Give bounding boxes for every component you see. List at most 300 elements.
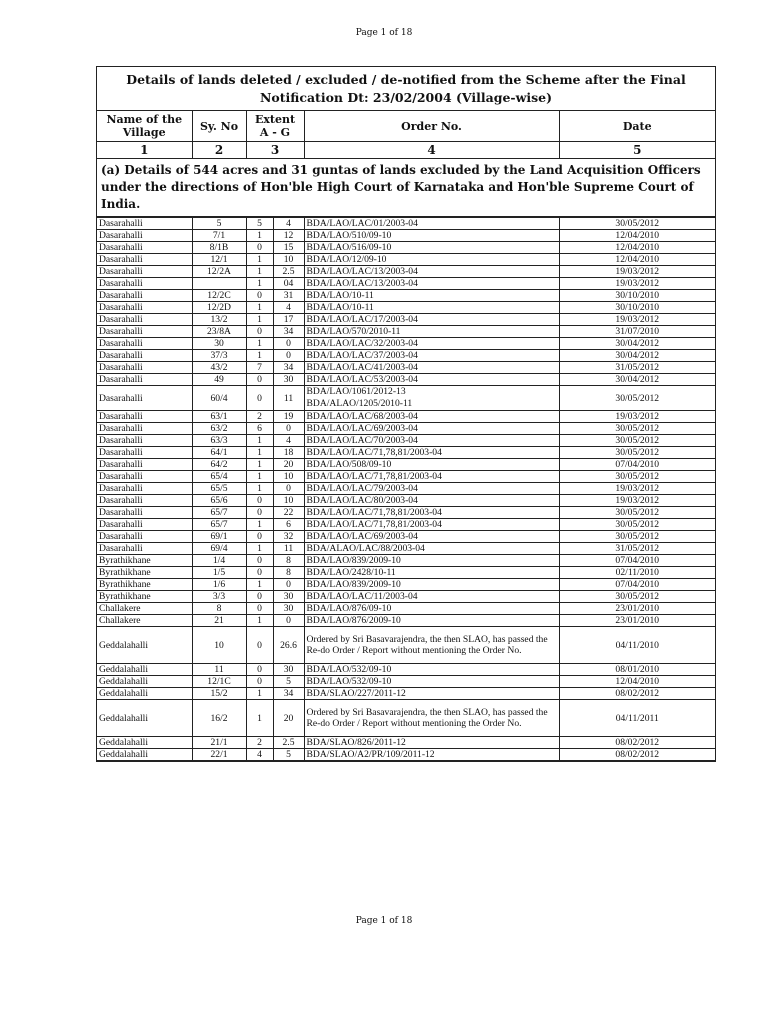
date-cell: 08/02/2012 — [559, 749, 715, 761]
guntas-cell: 15 — [273, 242, 304, 254]
guntas-cell: 8 — [273, 567, 304, 579]
order-cell: BDA/LAO/532/09-10 — [304, 664, 559, 676]
date-cell: 30/04/2012 — [559, 338, 715, 350]
syno-cell: 60/4 — [192, 386, 246, 411]
order-line: BDA/ALAO/1205/2010-11 — [306, 398, 413, 409]
guntas-cell: 0 — [273, 615, 304, 627]
date-cell: 19/03/2012 — [559, 483, 715, 495]
guntas-cell: 12 — [273, 230, 304, 242]
syno-cell — [192, 278, 246, 290]
guntas-cell: 30 — [273, 664, 304, 676]
syno-cell: 12/1C — [192, 676, 246, 688]
date-cell: 23/01/2010 — [559, 615, 715, 627]
guntas-cell: 20 — [273, 459, 304, 471]
acres-cell: 7 — [246, 362, 273, 374]
date-cell: 07/04/2010 — [559, 459, 715, 471]
syno-cell: 12/1 — [192, 254, 246, 266]
acres-cell: 0 — [246, 531, 273, 543]
date-cell: 19/03/2012 — [559, 495, 715, 507]
acres-cell: 0 — [246, 627, 273, 664]
acres-cell: 0 — [246, 555, 273, 567]
order-cell: BDA/LAO/839/2009-10 — [304, 579, 559, 591]
table-row — [97, 447, 715, 459]
syno-cell: 64/1 — [192, 447, 246, 459]
order-cell: BDA/LAO/LAC/37/2003-04 — [304, 350, 559, 362]
header-table — [97, 111, 715, 217]
syno-cell: 63/2 — [192, 423, 246, 435]
syno-cell: 69/4 — [192, 543, 246, 555]
guntas-cell: 2.5 — [273, 266, 304, 278]
village-cell: Geddalahalli — [97, 700, 192, 737]
syno-cell: 65/5 — [192, 483, 246, 495]
syno-cell: 43/2 — [192, 362, 246, 374]
syno-cell: 21 — [192, 615, 246, 627]
acres-cell: 2 — [246, 411, 273, 423]
acres-cell: 1 — [246, 338, 273, 350]
village-cell: Dasarahalli — [97, 411, 192, 423]
guntas-cell: 34 — [273, 688, 304, 700]
acres-cell: 0 — [246, 290, 273, 302]
acres-cell: 1 — [246, 435, 273, 447]
table-row — [97, 471, 715, 483]
extent-label: Extent — [254, 113, 296, 126]
acres-cell: 6 — [246, 423, 273, 435]
order-cell: BDA/LAO/10-11 — [304, 290, 559, 302]
table-row — [97, 386, 715, 411]
acres-cell: 1 — [246, 700, 273, 737]
acres-cell: 0 — [246, 603, 273, 615]
order-cell: BDA/LAO/LAC/68/2003-04 — [304, 411, 559, 423]
table-row — [97, 423, 715, 435]
table-row — [97, 242, 715, 254]
guntas-cell: 10 — [273, 254, 304, 266]
acres-cell: 0 — [246, 386, 273, 411]
syno-cell: 64/2 — [192, 459, 246, 471]
syno-cell: 16/2 — [192, 700, 246, 737]
guntas-cell: 32 — [273, 531, 304, 543]
table-row — [97, 218, 715, 230]
date-cell: 30/05/2012 — [559, 519, 715, 531]
village-cell: Dasarahalli — [97, 230, 192, 242]
page-number-top: Page 1 of 18 — [355, 28, 413, 38]
order-cell: Ordered by Sri Basavarajendra, the then SLAO, has passed the Re-do Order / Report without mentioning the Order No. — [304, 700, 559, 737]
order-cell: BDA/LAO/510/09-10 — [304, 230, 559, 242]
date-cell: 19/03/2012 — [559, 314, 715, 326]
village-cell: Dasarahalli — [97, 302, 192, 314]
table-row — [97, 350, 715, 362]
acres-cell: 0 — [246, 676, 273, 688]
syno-cell: 65/4 — [192, 471, 246, 483]
acres-cell: 1 — [246, 350, 273, 362]
date-cell: 07/04/2010 — [559, 555, 715, 567]
syno-cell: 12/2C — [192, 290, 246, 302]
table-row — [97, 266, 715, 278]
order-cell: BDA/LAO/508/09-10 — [304, 459, 559, 471]
guntas-cell: 5 — [273, 676, 304, 688]
table-row — [97, 483, 715, 495]
village-cell: Geddalahalli — [97, 737, 192, 749]
guntas-cell: 8 — [273, 555, 304, 567]
guntas-cell: 30 — [273, 374, 304, 386]
acres-cell: 1 — [246, 688, 273, 700]
guntas-cell: 31 — [273, 290, 304, 302]
village-cell: Dasarahalli — [97, 278, 192, 290]
syno-cell: 11 — [192, 664, 246, 676]
table-row — [97, 700, 715, 737]
order-cell: BDA/LAO/2428/10-11 — [304, 567, 559, 579]
syno-cell: 65/6 — [192, 495, 246, 507]
village-cell: Dasarahalli — [97, 543, 192, 555]
guntas-cell: 4 — [273, 218, 304, 230]
village-cell: Dasarahalli — [97, 314, 192, 326]
village-cell: Dasarahalli — [97, 447, 192, 459]
date-cell: 19/03/2012 — [559, 278, 715, 290]
guntas-cell: 11 — [273, 386, 304, 411]
date-cell: 31/05/2012 — [559, 543, 715, 555]
guntas-cell: 19 — [273, 411, 304, 423]
syno-cell: 65/7 — [192, 519, 246, 531]
order-cell: BDA/LAO/LAC/69/2003-04 — [304, 423, 559, 435]
village-cell: Dasarahalli — [97, 254, 192, 266]
table-row — [97, 278, 715, 290]
order-cell: BDA/LAO/LAC/70/2003-04 — [304, 435, 559, 447]
table-row — [97, 579, 715, 591]
date-cell: 08/01/2010 — [559, 664, 715, 676]
acres-cell: 1 — [246, 519, 273, 531]
village-cell: Dasarahalli — [97, 483, 192, 495]
village-cell: Byrathikhane — [97, 555, 192, 567]
table-row — [97, 290, 715, 302]
order-cell: BDA/LAO/LAC/01/2003-04 — [304, 218, 559, 230]
village-cell: Dasarahalli — [97, 290, 192, 302]
lands-table — [97, 217, 715, 761]
order-cell: BDA/LAO/LAC/71,78,81/2003-04 — [304, 447, 559, 459]
guntas-cell: 0 — [273, 483, 304, 495]
village-cell: Geddalahalli — [97, 676, 192, 688]
date-cell: 30/05/2012 — [559, 591, 715, 603]
table-row — [97, 531, 715, 543]
syno-cell: 63/1 — [192, 411, 246, 423]
order-cell: BDA/LAO/876/2009-10 — [304, 615, 559, 627]
date-cell: 30/05/2012 — [559, 507, 715, 519]
village-cell: Dasarahalli — [97, 374, 192, 386]
village-column-header: Name of the Village — [97, 111, 192, 142]
date-cell: 30/05/2012 — [559, 471, 715, 483]
guntas-cell: 34 — [273, 362, 304, 374]
village-cell: Geddalahalli — [97, 688, 192, 700]
guntas-cell: 4 — [273, 435, 304, 447]
table-row — [97, 326, 715, 338]
date-cell: 30/05/2012 — [559, 386, 715, 411]
order-cell: Ordered by Sri Basavarajendra, the then SLAO, has passed the Re-do Order / Report without mentioning the Order No. — [304, 627, 559, 664]
order-cell: BDA/LAO/LAC/71,78,81/2003-04 — [304, 519, 559, 531]
table-row — [97, 435, 715, 447]
date-cell: 02/11/2010 — [559, 567, 715, 579]
table-row — [97, 627, 715, 664]
date-cell: 12/04/2010 — [559, 230, 715, 242]
order-cell: BDA/SLAO/826/2011-12 — [304, 737, 559, 749]
order-cell — [304, 386, 559, 411]
village-cell: Dasarahalli — [97, 386, 192, 411]
order-cell: BDA/LAO/LAC/69/2003-04 — [304, 531, 559, 543]
village-cell: Challakere — [97, 615, 192, 627]
date-cell: 19/03/2012 — [559, 266, 715, 278]
date-cell: 12/04/2010 — [559, 242, 715, 254]
table-row — [97, 749, 715, 761]
date-cell: 30/04/2012 — [559, 350, 715, 362]
syno-cell: 1/6 — [192, 579, 246, 591]
date-cell: 30/05/2012 — [559, 447, 715, 459]
syno-cell: 10 — [192, 627, 246, 664]
date-cell: 23/01/2010 — [559, 603, 715, 615]
syno-cell: 1/4 — [192, 555, 246, 567]
acres-cell: 1 — [246, 314, 273, 326]
table-row — [97, 362, 715, 374]
syno-cell: 3/3 — [192, 591, 246, 603]
acres-cell: 1 — [246, 483, 273, 495]
date-cell: 30/05/2012 — [559, 531, 715, 543]
acres-cell: 1 — [246, 615, 273, 627]
date-cell: 04/11/2010 — [559, 627, 715, 664]
guntas-cell: 6 — [273, 519, 304, 531]
village-cell: Geddalahalli — [97, 627, 192, 664]
village-cell: Challakere — [97, 603, 192, 615]
date-cell: 08/02/2012 — [559, 737, 715, 749]
guntas-cell: 30 — [273, 603, 304, 615]
village-cell: Dasarahalli — [97, 459, 192, 471]
village-cell: Geddalahalli — [97, 664, 192, 676]
order-cell: BDA/LAO/LAC/79/2003-04 — [304, 483, 559, 495]
syno-cell: 23/8A — [192, 326, 246, 338]
guntas-cell: 30 — [273, 591, 304, 603]
column-number: 4 — [304, 142, 559, 159]
village-cell: Dasarahalli — [97, 350, 192, 362]
table-row — [97, 459, 715, 471]
date-cell: 30/05/2012 — [559, 435, 715, 447]
date-cell: 30/05/2012 — [559, 423, 715, 435]
table-row — [97, 338, 715, 350]
date-cell: 08/02/2012 — [559, 688, 715, 700]
acres-cell: 1 — [246, 447, 273, 459]
syno-cell: 12/2A — [192, 266, 246, 278]
date-cell: 12/04/2010 — [559, 676, 715, 688]
syno-cell: 37/3 — [192, 350, 246, 362]
guntas-cell: 0 — [273, 579, 304, 591]
order-cell: BDA/LAO/LAC/17/2003-04 — [304, 314, 559, 326]
order-cell: BDA/LAO/LAC/53/2003-04 — [304, 374, 559, 386]
extent-column-header — [246, 111, 304, 142]
village-cell: Dasarahalli — [97, 507, 192, 519]
order-column-header: Order No. — [304, 111, 559, 142]
date-cell: 19/03/2012 — [559, 411, 715, 423]
order-cell: BDA/LAO/LAC/11/2003-04 — [304, 591, 559, 603]
order-cell: BDA/ALAO/LAC/88/2003-04 — [304, 543, 559, 555]
order-cell: BDA/SLAO/227/2011-12 — [304, 688, 559, 700]
order-cell: BDA/LAO/LAC/71,78,81/2003-04 — [304, 471, 559, 483]
guntas-cell: 04 — [273, 278, 304, 290]
date-cell: 30/10/2010 — [559, 290, 715, 302]
column-number: 2 — [192, 142, 246, 159]
lands-document — [96, 66, 716, 762]
guntas-cell: 0 — [273, 423, 304, 435]
order-cell: BDA/LAO/LAC/13/2003-04 — [304, 266, 559, 278]
table-row — [97, 374, 715, 386]
table-row — [97, 411, 715, 423]
syno-cell: 30 — [192, 338, 246, 350]
syno-cell: 21/1 — [192, 737, 246, 749]
table-row — [97, 615, 715, 627]
date-cell: 31/05/2012 — [559, 362, 715, 374]
column-number: 3 — [246, 142, 304, 159]
acres-cell: 5 — [246, 218, 273, 230]
order-cell: BDA/LAO/LAC/32/2003-04 — [304, 338, 559, 350]
table-row — [97, 567, 715, 579]
village-cell: Byrathikhane — [97, 579, 192, 591]
acres-cell: 1 — [246, 266, 273, 278]
order-cell: BDA/LAO/532/09-10 — [304, 676, 559, 688]
syno-cell: 49 — [192, 374, 246, 386]
syno-cell: 65/7 — [192, 507, 246, 519]
table-row — [97, 302, 715, 314]
acres-cell: 1 — [246, 579, 273, 591]
acres-cell: 0 — [246, 507, 273, 519]
date-cell: 12/04/2010 — [559, 254, 715, 266]
table-row — [97, 555, 715, 567]
date-cell: 30/05/2012 — [559, 218, 715, 230]
acres-cell: 0 — [246, 591, 273, 603]
order-cell: BDA/LAO/LAC/80/2003-04 — [304, 495, 559, 507]
table-row — [97, 737, 715, 749]
table-row — [97, 254, 715, 266]
village-cell: Dasarahalli — [97, 362, 192, 374]
syno-cell: 1/5 — [192, 567, 246, 579]
village-cell: Dasarahalli — [97, 338, 192, 350]
acres-cell: 0 — [246, 495, 273, 507]
date-cell: 30/10/2010 — [559, 302, 715, 314]
table-row — [97, 664, 715, 676]
guntas-cell: 18 — [273, 447, 304, 459]
order-cell: BDA/LAO/LAC/13/2003-04 — [304, 278, 559, 290]
acres-cell: 1 — [246, 543, 273, 555]
section-a-heading: (a) Details of 544 acres and 31 guntas of lands excluded by the Land Acquisition Officers under the directions of Hon'ble High Court of Karnataka and Hon'ble Supreme Court of India. — [97, 159, 715, 217]
syno-column-header: Sy. No — [192, 111, 246, 142]
document-title: Details of lands deleted / excluded / de-notified from the Scheme after the Final Notification Dt: 23/02/2004 (Village-wise) — [97, 67, 715, 111]
village-cell: Byrathikhane — [97, 591, 192, 603]
guntas-cell: 10 — [273, 495, 304, 507]
guntas-cell: 0 — [273, 338, 304, 350]
table-row — [97, 230, 715, 242]
syno-cell: 7/1 — [192, 230, 246, 242]
village-cell: Geddalahalli — [97, 749, 192, 761]
acres-cell: 0 — [246, 664, 273, 676]
order-cell: BDA/LAO/516/09-10 — [304, 242, 559, 254]
village-cell: Dasarahalli — [97, 435, 192, 447]
village-cell: Dasarahalli — [97, 242, 192, 254]
village-cell: Dasarahalli — [97, 326, 192, 338]
village-cell: Dasarahalli — [97, 266, 192, 278]
guntas-cell: 10 — [273, 471, 304, 483]
village-cell: Byrathikhane — [97, 567, 192, 579]
acres-cell: 1 — [246, 278, 273, 290]
syno-cell: 13/2 — [192, 314, 246, 326]
syno-cell: 22/1 — [192, 749, 246, 761]
date-cell: 30/04/2012 — [559, 374, 715, 386]
guntas-cell: 26.6 — [273, 627, 304, 664]
table-row — [97, 603, 715, 615]
column-number: 1 — [97, 142, 192, 159]
order-cell: BDA/LAO/12/09-10 — [304, 254, 559, 266]
syno-cell: 63/3 — [192, 435, 246, 447]
order-cell: BDA/LAO/LAC/71,78,81/2003-04 — [304, 507, 559, 519]
order-cell: BDA/LAO/570/2010-11 — [304, 326, 559, 338]
village-cell: Dasarahalli — [97, 519, 192, 531]
date-column-header: Date — [559, 111, 715, 142]
syno-cell: 8 — [192, 603, 246, 615]
extent-sub-label: A - G — [259, 126, 291, 139]
acres-cell: 1 — [246, 471, 273, 483]
table-row — [97, 676, 715, 688]
guntas-cell: 4 — [273, 302, 304, 314]
order-cell: BDA/LAO/LAC/41/2003-04 — [304, 362, 559, 374]
acres-cell: 1 — [246, 230, 273, 242]
guntas-cell: 11 — [273, 543, 304, 555]
acres-cell: 0 — [246, 567, 273, 579]
syno-cell: 12/2D — [192, 302, 246, 314]
order-cell: BDA/LAO/839/2009-10 — [304, 555, 559, 567]
guntas-cell: 22 — [273, 507, 304, 519]
acres-cell: 0 — [246, 326, 273, 338]
table-row — [97, 688, 715, 700]
guntas-cell: 34 — [273, 326, 304, 338]
village-cell: Dasarahalli — [97, 218, 192, 230]
syno-cell: 15/2 — [192, 688, 246, 700]
acres-cell: 0 — [246, 374, 273, 386]
order-cell: BDA/LAO/10-11 — [304, 302, 559, 314]
guntas-cell: 17 — [273, 314, 304, 326]
guntas-cell: 2.5 — [273, 737, 304, 749]
guntas-cell: 0 — [273, 350, 304, 362]
acres-cell: 1 — [246, 254, 273, 266]
order-line: BDA/LAO/1061/2012-13 — [306, 386, 406, 397]
syno-cell: 69/1 — [192, 531, 246, 543]
acres-cell: 1 — [246, 459, 273, 471]
order-cell: BDA/LAO/876/09-10 — [304, 603, 559, 615]
table-row — [97, 519, 715, 531]
column-number: 5 — [559, 142, 715, 159]
table-row — [97, 543, 715, 555]
date-cell: 31/07/2010 — [559, 326, 715, 338]
village-cell: Dasarahalli — [97, 531, 192, 543]
syno-cell: 8/1B — [192, 242, 246, 254]
guntas-cell: 20 — [273, 700, 304, 737]
village-cell: Dasarahalli — [97, 495, 192, 507]
acres-cell: 0 — [246, 242, 273, 254]
date-cell: 07/04/2010 — [559, 579, 715, 591]
table-row — [97, 591, 715, 603]
order-cell: BDA/SLAO/A2/PR/109/2011-12 — [304, 749, 559, 761]
acres-cell: 4 — [246, 749, 273, 761]
guntas-cell: 5 — [273, 749, 304, 761]
acres-cell: 1 — [246, 302, 273, 314]
date-cell: 04/11/2011 — [559, 700, 715, 737]
table-row — [97, 507, 715, 519]
acres-cell: 2 — [246, 737, 273, 749]
syno-cell: 5 — [192, 218, 246, 230]
table-row — [97, 314, 715, 326]
village-cell: Dasarahalli — [97, 471, 192, 483]
village-cell: Dasarahalli — [97, 423, 192, 435]
table-row — [97, 495, 715, 507]
